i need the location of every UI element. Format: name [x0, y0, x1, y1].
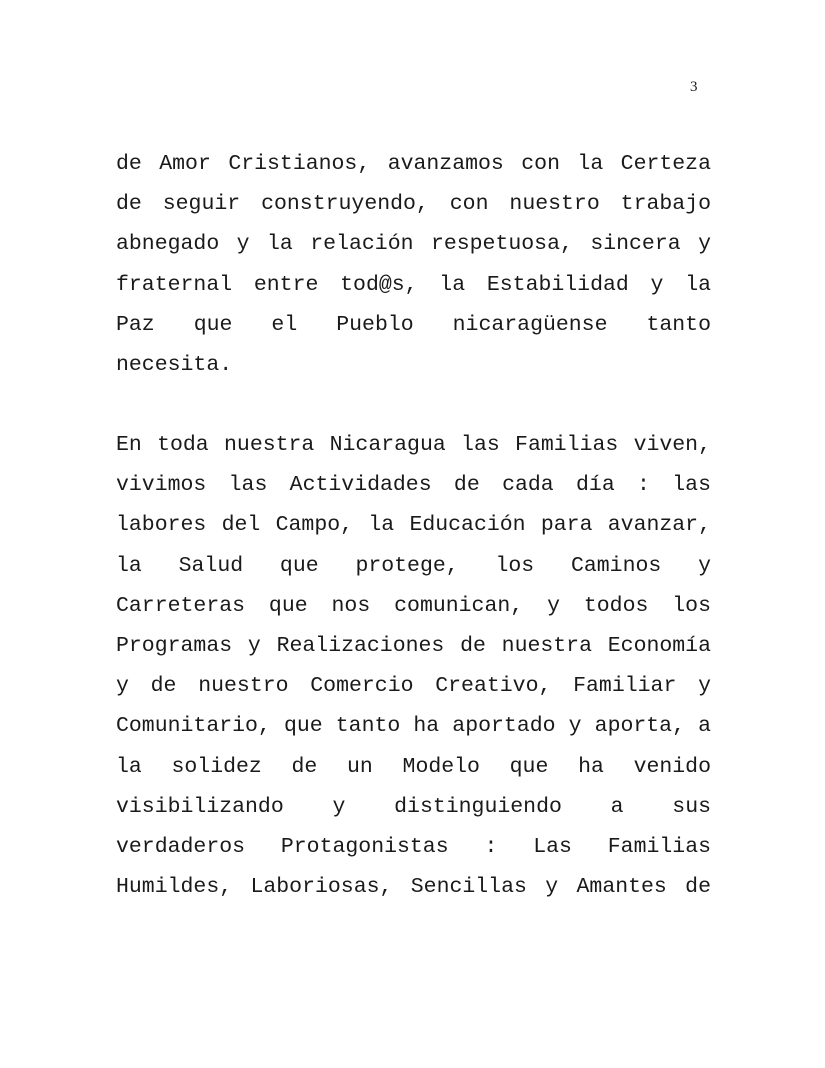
- page-number: 3: [690, 79, 698, 95]
- text-line: de seguir construyendo, con nuestro trabajo: [116, 192, 711, 217]
- text-line: labores del Campo, la Educación para avanzar,: [116, 513, 711, 538]
- text-line: necesita.: [116, 352, 233, 377]
- body-paragraph-1: [116, 144, 711, 385]
- text-line: la solidez de un Modelo que ha venido: [116, 754, 711, 779]
- text-line: fraternal entre tod@s, la Estabilidad y la: [116, 272, 711, 297]
- text-line: Comunitario, que tanto ha aportado y aporta, a: [116, 714, 711, 739]
- text-line: visibilizando y distinguiendo a sus: [116, 794, 711, 819]
- text-line: En toda nuestra Nicaragua las Familias viven,: [116, 433, 711, 457]
- text-line: abnegado y la relación respetuosa, sincera y: [116, 232, 711, 257]
- text-line: la Salud que protege, los Caminos y: [116, 553, 711, 578]
- text-line: Humildes, Laboriosas, Sencillas y Amantes de: [116, 875, 711, 900]
- text-line: Carreteras que nos comunican, y todos los: [116, 593, 711, 618]
- text-line: Programas y Realizaciones de nuestra Economía: [116, 633, 711, 658]
- text-line: de Amor Cristianos, avanzamos con la Certeza: [116, 152, 711, 176]
- text-line: Paz que el Pueblo nicaragüense tanto: [116, 312, 711, 337]
- text-line: vivimos las Actividades de cada día : las: [116, 473, 711, 498]
- text-line: y de nuestro Comercio Creativo, Familiar y: [116, 674, 711, 699]
- text-line: verdaderos Protagonistas : Las Familias: [116, 834, 711, 859]
- body-paragraph-2: [116, 425, 711, 907]
